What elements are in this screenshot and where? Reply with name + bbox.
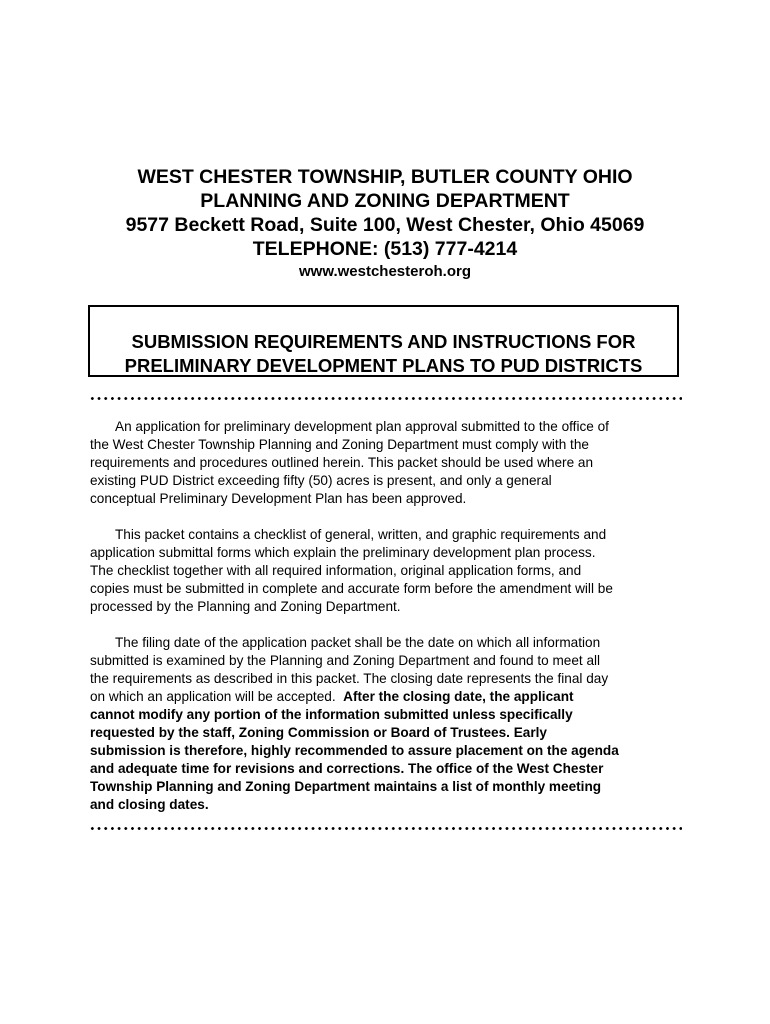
text-line: The filing date of the application packet shall be the date on which all information (115, 635, 601, 650)
telephone: TELEPHONE: (513) 777-4214 (252, 238, 518, 260)
text-line: requirements and procedures outlined herein. This packet should be used where an (90, 455, 594, 470)
text-line: copies must be submitted in complete and accurate form before the amendment will be (90, 581, 613, 596)
document-title-box (88, 305, 679, 377)
dotted-divider-top (89, 397, 682, 400)
text-line: application submittal forms which explain the preliminary development plan process. (90, 545, 596, 560)
paragraph-filing-date (90, 634, 690, 814)
text-line: An application for preliminary development plan approval submitted to the office of (115, 419, 609, 434)
bold-text-line: submission is therefore, highly recommended to assure placement on the agenda (90, 743, 619, 758)
address: 9577 Beckett Road, Suite 100, West Chester, Ohio 45069 (125, 214, 645, 236)
paragraph-checklist (90, 526, 690, 616)
bold-text-line: Township Planning and Zoning Department maintains a list of monthly meeting (90, 779, 602, 794)
text-line: existing PUD District exceeding fifty (50) acres is present, and only a general (90, 473, 552, 488)
document-header (0, 165, 770, 281)
text-line: processed by the Planning and Zoning Department. (90, 599, 401, 614)
text-line: submitted is examined by the Planning and Zoning Department and found to meet all (90, 653, 601, 668)
text-segment: on which an application will be accepted. (90, 689, 344, 704)
text-line: the West Chester Township Planning and Zoning Department must comply with the (90, 437, 589, 452)
bold-text-segment: After the closing date, the applicant (343, 689, 574, 704)
text-line: conceptual Preliminary Development Plan has been approved. (90, 491, 467, 506)
paragraph-intro (90, 418, 690, 508)
township-name: WEST CHESTER TOWNSHIP, BUTLER COUNTY OHIO (137, 166, 633, 188)
document-body (90, 418, 690, 832)
title-line-1: SUBMISSION REQUIREMENTS AND INSTRUCTIONS FOR (131, 331, 636, 352)
text-line: the requirements as described in this packet. The closing date represents the final day (90, 671, 609, 686)
text-line-mixed (90, 688, 690, 706)
bold-text-line: cannot modify any portion of the information submitted unless specifically (90, 707, 573, 722)
bold-text-line: requested by the staff, Zoning Commission or Board of Trustees. Early (90, 725, 547, 740)
bold-text-line: and adequate time for revisions and corrections. The office of the West Chester (90, 761, 604, 776)
dotted-divider-bottom (89, 827, 682, 830)
website: www.westchesteroh.org (299, 263, 471, 280)
text-line: The checklist together with all required information, original application forms, and (90, 563, 582, 578)
bold-text-line: and closing dates. (90, 797, 209, 812)
text-line: This packet contains a checklist of general, written, and graphic requirements and (115, 527, 607, 542)
title-line-2: PRELIMINARY DEVELOPMENT PLANS TO PUD DISTRICTS (124, 355, 643, 376)
department-name: PLANNING AND ZONING DEPARTMENT (200, 190, 570, 212)
